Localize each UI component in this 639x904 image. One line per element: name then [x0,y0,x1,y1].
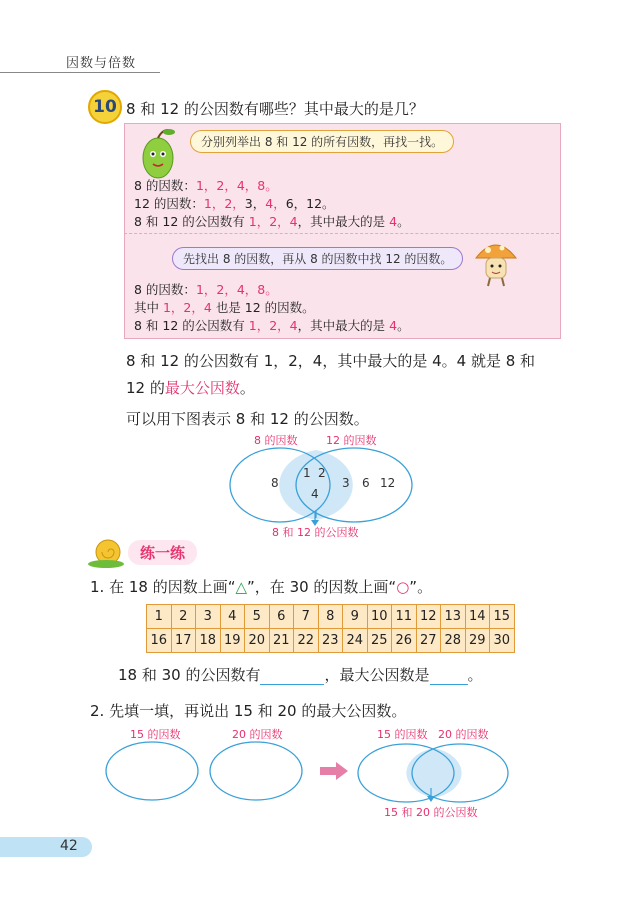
grid-cell[interactable]: 11 [392,605,417,629]
venn-num-3: 3 [342,476,350,490]
ellipse-15-factors [106,742,198,800]
practice-title: 练一练 [128,540,197,565]
venn-left-label: 8 的因数 [254,434,298,447]
grid-cell[interactable]: 12 [416,605,441,629]
hint-bubble-1: 分别列举出 8 和 12 的所有因数，再找一找。 [190,130,454,153]
grid-cell[interactable]: 14 [465,605,490,629]
example-question: 8 和 12 的公因数有哪些？其中最大的是几？ [126,100,424,118]
q2-label-15-right: 15 的因数 [377,728,428,741]
grid-cell[interactable]: 15 [490,605,515,629]
grid-cell[interactable]: 5 [245,605,270,629]
q2-label-20-right: 20 的因数 [438,728,489,741]
grid-cell[interactable]: 2 [171,605,196,629]
venn-num-2: 2 [318,466,326,480]
venn-bottom-label: 8 和 12 的公因数 [272,526,359,539]
grid-cell[interactable]: 7 [294,605,319,629]
venn-intro: 可以用下图表示 8 和 12 的公因数。 [126,410,369,428]
grid-cell[interactable]: 19 [220,629,245,653]
method1-line2: 12 的因数：1，2，3，4，6，12。 [134,196,335,211]
method2-line2: 其中 1，2，4 也是 12 的因数。 [134,300,315,315]
grid-cell[interactable]: 13 [441,605,466,629]
right-arrow-icon [320,762,348,780]
example-number-badge: 10 [88,90,122,124]
chapter-title: 因数与倍数 [66,56,137,71]
venn-right-label: 12 的因数 [326,434,377,447]
grid-cell[interactable]: 9 [343,605,368,629]
grid-cell[interactable]: 30 [490,629,515,653]
snail-mascot-icon [86,534,130,568]
page-number-tab [0,837,92,857]
grid-cell[interactable]: 26 [392,629,417,653]
venn-num-12: 12 [380,476,396,490]
number-grid-1-30 [146,604,515,653]
grid-cell[interactable]: 16 [147,629,172,653]
grid-cell[interactable]: 3 [196,605,221,629]
conclusion-line1: 8 和 12 的公因数有 1，2，4，其中最大的是 4。4 就是 8 和 [126,352,536,370]
down-arrow-icon [424,788,438,804]
venn-num-6: 6 [362,476,370,490]
q2-label-20-left: 20 的因数 [232,728,283,741]
gcf-blank[interactable] [430,666,468,685]
grid-cell[interactable]: 1 [147,605,172,629]
q2-label-15-left: 15 的因数 [130,728,181,741]
grid-cell[interactable]: 21 [269,629,294,653]
hint-bubble-2: 先找出 8 的因数，再从 8 的因数中找 12 的因数。 [172,247,463,270]
header-divider [0,72,160,73]
term-gcf: 最大公因数 [164,379,240,397]
exercise-2-prompt: 2. 先填一填，再说出 15 和 20 的最大公因数。 [90,702,407,720]
conclusion-line2: 12 的最大公因数。 [126,379,255,397]
grid-cell[interactable]: 27 [416,629,441,653]
grid-cell[interactable]: 8 [318,605,343,629]
mushroom-mascot-icon [472,236,520,288]
grid-cell[interactable]: 29 [465,629,490,653]
venn-num-1: 1 [303,466,311,480]
exercise-1-fill: 18 和 30 的公因数有 ，最大公因数是 。 [118,666,483,684]
grid-cell[interactable]: 17 [171,629,196,653]
grid-cell[interactable]: 22 [294,629,319,653]
grid-cell[interactable]: 24 [343,629,368,653]
method2-line3: 8 和 12 的公因数有 1，2，4，其中最大的是 4。 [134,318,410,333]
grid-cell[interactable]: 18 [196,629,221,653]
triangle-icon: △ [235,578,248,596]
exercise-1-prompt: 1. 在 18 的因数上画“△”，在 30 的因数上画“○”。 [90,578,433,596]
grid-cell[interactable]: 4 [220,605,245,629]
common-factors-blank[interactable] [260,666,324,685]
grid-cell[interactable]: 20 [245,629,270,653]
method1-line1: 8 的因数：1，2，4，8。 [134,178,278,193]
method1-line3: 8 和 12 的公因数有 1，2，4，其中最大的是 4。 [134,214,410,229]
grid-cell[interactable]: 6 [269,605,294,629]
venn-num-8: 8 [271,476,279,490]
ellipse-20-factors [210,742,302,800]
page-number: 42 [60,838,78,854]
grid-cell[interactable]: 10 [367,605,392,629]
pear-mascot-icon [134,126,184,182]
grid-cell[interactable]: 25 [367,629,392,653]
venn-num-4: 4 [311,487,319,501]
circle-icon: ○ [396,578,410,596]
exercise-2-diagrams [104,740,514,804]
grid-cell[interactable]: 23 [318,629,343,653]
grid-cell[interactable]: 28 [441,629,466,653]
solution-divider [124,233,559,234]
q2-bottom-label: 15 和 20 的公因数 [384,806,478,819]
method2-line1: 8 的因数：1，2，4，8。 [134,282,278,297]
